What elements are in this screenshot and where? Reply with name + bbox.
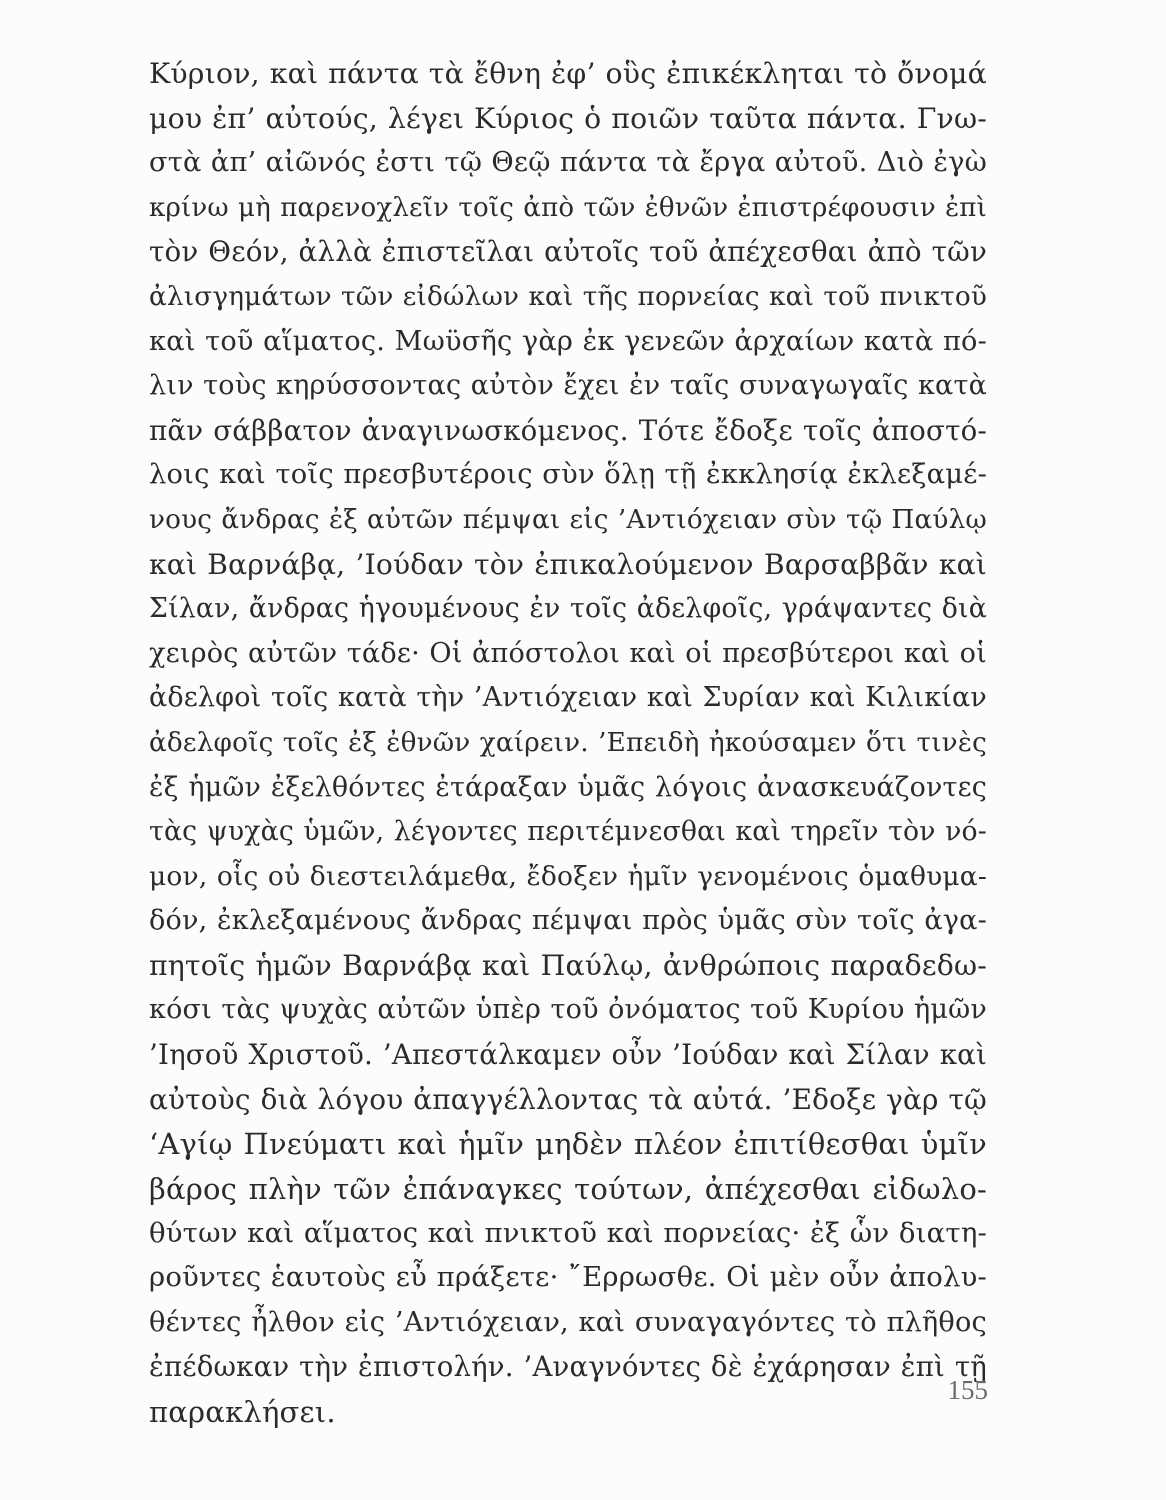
text-line: καὶ Βαρνάβᾳ, ’Ιούδαν τὸν ἐπικαλούμενον Βαρσαββᾶν καὶ <box>149 547 987 581</box>
text-line: ἀλισγημάτων τῶν εἰδώλων καὶ τῆς πορνείας καὶ τοῦ πνικτοῦ <box>149 281 987 312</box>
text-line: ’Ιησοῦ Χριστοῦ. ’Απεστάλκαμεν οὖν ’Ιούδαν καὶ Σίλαν καὶ <box>149 1038 987 1072</box>
text-line: τὸν Θεόν, ἀλλὰ ἐπιστεῖλαι αὐτοῖς τοῦ ἀπέχεσθαι ἀπὸ τῶν <box>149 235 987 269</box>
text-line: στὰ ἀπ’ αἰῶνός ἐστι τῷ Θεῷ πάντα τὰ ἔργα αὐτοῦ. Διὸ ἐγὼ <box>149 147 987 179</box>
text-line: λοις καὶ τοῖς πρεσβυτέροις σὺν ὅλῃ τῇ ἐκκλησίᾳ ἐκλεξαμέ- <box>149 459 987 491</box>
page-number: 155 <box>947 1375 988 1405</box>
text-line: ροῦντες ἑαυτοὺς εὖ πράξετε· ῎Ερρωσθε. Οἱ μὲν οὖν ἀπολυ- <box>149 1262 987 1294</box>
text-line: Κύριον, καὶ πάντα τὰ ἔθνη ἐφ’ οὓς ἐπικέκληται τὸ ὄνομά <box>149 57 987 90</box>
text-line: νους ἄνδρας ἐξ αὐτῶν πέμψαι εἰς ’Αντιόχειαν σὺν τῷ Παύλῳ <box>149 504 987 535</box>
text-line: ἐξ ἡμῶν ἐξελθόντες ἐτάραξαν ὑμᾶς λόγοις ἀνασκευάζοντες <box>149 771 987 803</box>
text-line: δόν, ἐκλεξαμένους ἄνδρας πέμψαι πρὸς ὑμᾶς σὺν τοῖς ἀγα- <box>149 905 987 937</box>
text-line: ἀδελφοῖς τοῖς ἐξ ἐθνῶν χαίρειν. ’Επειδὴ ἠκούσαμεν ὅτι τινὲς <box>149 727 987 758</box>
text-line: τὰς ψυχὰς ὑμῶν, λέγοντες περιτέμνεσθαι καὶ τηρεῖν τὸν νό- <box>149 816 987 848</box>
text-line: βάρος πλὴν τῶν ἐπάναγκες τούτων, ἀπέχεσθαι εἰδωλο- <box>149 1171 987 1206</box>
text-line: πᾶν σάββατον ἀναγινωσκόμενος. Τότε ἔδοξε τοῖς ἀποστό- <box>149 413 987 447</box>
text-line: Σίλαν, ἄνδρας ἡγουμένους ἐν τοῖς ἀδελφοῖς, γράψαντες διὰ <box>149 593 987 625</box>
text-line: λιν τοὺς κηρύσσοντας αὐτὸν ἔχει ἐν ταῖς συναγωγαῖς κατὰ <box>149 370 987 402</box>
text-line: κρίνω μὴ παρενοχλεῖν τοῖς ἀπὸ τῶν ἐθνῶν ἐπιστρέφουσιν ἐπὶ <box>149 192 987 223</box>
text-line: μου ἐπ’ αὐτούς, λέγει Κύριος ὁ ποιῶν ταῦτα πάντα. Γνω- <box>149 101 987 135</box>
text-line: αὐτοὺς διὰ λόγου ἀπαγγέλλοντας τὰ αὐτά. ’Εδοξε γὰρ τῷ <box>149 1082 987 1116</box>
text-line: ἐπέδωκαν τὴν ἐπιστολήν. ’Αναγνόντες δὲ ἐχάρησαν ἐπὶ τῇ <box>149 1351 987 1384</box>
text-line: καὶ τοῦ αἵματος. Μωϋσῆς γὰρ ἐκ γενεῶν ἀρχαίων κατὰ πό- <box>149 325 987 357</box>
text-line: ἀδελφοὶ τοῖς κατὰ τὴν ’Αντιόχειαν καὶ Συρίαν καὶ Κιλικίαν <box>149 682 987 714</box>
text-line: παρακλήσει. <box>149 1394 336 1429</box>
text-line: κόσι τὰς ψυχὰς αὐτῶν ὑπὲρ τοῦ ὀνόματος τοῦ Κυρίου ἡμῶν <box>149 994 987 1026</box>
text-line: ‘Αγίῳ Πνεύματι καὶ ἡμῖν μηδὲν πλέον ἐπιτίθεσθαι ὑμῖν <box>149 1127 987 1162</box>
text-line: χειρὸς αὐτῶν τάδε· Οἱ ἀπόστολοι καὶ οἱ πρεσβύτεροι καὶ οἱ <box>149 637 987 669</box>
text-line: θέντες ἦλθον εἰς ’Αντιόχειαν, καὶ συναγαγόντες τὸ πλῆθος <box>149 1306 987 1338</box>
text-line: θύτων καὶ αἵματος καὶ πνικτοῦ καὶ πορνείας· ἐξ ὧν διατη- <box>149 1217 987 1250</box>
text-line: μον, οἷς οὐ διεστειλάμεθα, ἔδοξεν ἡμῖν γενομένοις ὁμαθυμα- <box>149 860 987 892</box>
body-text <box>149 52 987 1434</box>
text-line: πητοῖς ἡμῶν Βαρνάβᾳ καὶ Παύλῳ, ἀνθρώποις παραδεδω- <box>149 948 987 982</box>
